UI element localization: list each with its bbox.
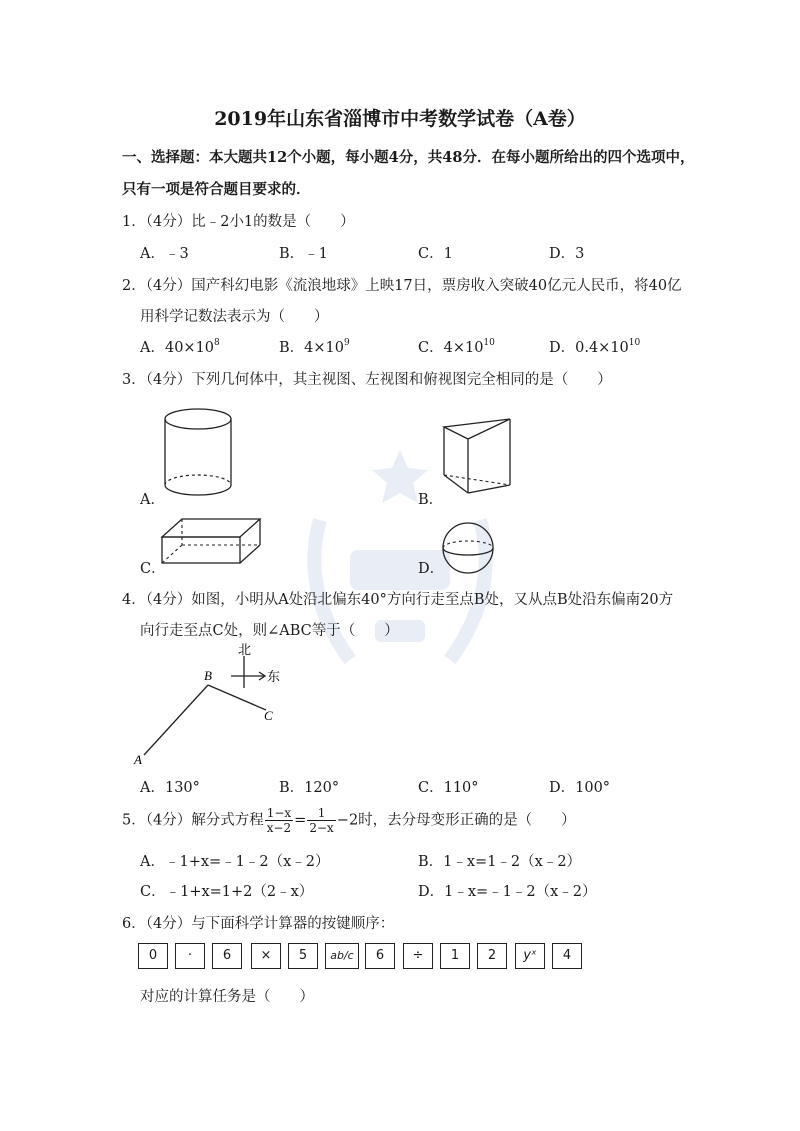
direction-diagram <box>130 640 300 770</box>
q6-followup: 对应的计算任务是（ ） <box>140 989 314 1005</box>
triangular-prism-figure <box>440 405 550 500</box>
q4-option-d: D．100° <box>549 780 611 796</box>
q5-stem: 5．（4分）解分式方程 $\frac{1-x}{x-2}$ = $\frac{1}{2-x}$ −2时，去分母变形正确的是（ ） <box>122 806 576 835</box>
section-heading-line1: 一、选择题：本大题共12个小题，每小题4分，共48分．在每小题所给出的四个选项中， <box>122 149 695 166</box>
q1-option-c: C．1 <box>418 246 453 262</box>
calc-key-dot: · <box>175 943 205 969</box>
cuboid-figure <box>160 515 270 570</box>
q3-label-a: A． <box>140 492 165 508</box>
calc-key-multiply: × <box>251 943 281 969</box>
q5-option-d: D．1﹣x=﹣1﹣2（x﹣2） <box>418 884 597 900</box>
q5-option-a: A．﹣1+x=﹣1﹣2（x﹣2） <box>140 854 330 870</box>
q4-option-b: B．120° <box>279 780 340 796</box>
calc-key-0: 0 <box>138 943 168 969</box>
q4-option-a: A．130° <box>140 780 200 796</box>
calc-key-power: yˣ <box>515 943 545 969</box>
sphere-figure <box>438 518 498 578</box>
q3-label-d: D． <box>418 561 445 577</box>
point-c-label: C <box>264 708 273 723</box>
q2-stem-line1: 2．（4分）国产科幻电影《流浪地球》上映17日，票房收入突破40亿元人民币，将40亿 <box>122 278 682 294</box>
cylinder-figure <box>160 405 240 500</box>
q2-option-a: A．$40\times 10^8$ <box>140 338 220 356</box>
q1-stem: 1．（4分）比﹣2小1的数是（ ） <box>122 214 355 230</box>
q4-stem-line2: 向行走至点C处，则∠ABC等于（ ） <box>140 623 399 639</box>
q5-option-b: B．1﹣x=1﹣2（x﹣2） <box>418 854 582 870</box>
calc-key-2: 2 <box>477 943 507 969</box>
calc-key-4: 4 <box>552 943 582 969</box>
calc-key-6: 6 <box>212 943 242 969</box>
q2-option-d: D．$0.4\times 10^{10}$ <box>549 338 641 356</box>
q1-option-d: D．3 <box>549 246 585 262</box>
q6-stem: 6．（4分）与下面科学计算器的按键顺序： <box>122 916 395 932</box>
q2-stem-line2: 用科学记数法表示为（ ） <box>140 309 329 325</box>
point-a-label: A <box>134 752 142 767</box>
calc-key-6b: 6 <box>365 943 395 969</box>
q5-option-c: C．﹣1+x=1+2（2﹣x） <box>140 884 314 900</box>
east-label: 东 <box>267 669 281 684</box>
north-label: 北 <box>238 642 252 657</box>
q2-option-b: B．$4\times 10^9$ <box>279 338 350 356</box>
q2-option-c: C．$4\times 10^{10}$ <box>418 338 495 356</box>
calc-key-5: 5 <box>288 943 318 969</box>
q3-label-c: C． <box>140 561 166 577</box>
q4-option-c: C．110° <box>418 780 479 796</box>
section-heading-line2: 只有一项是符合题目要求的． <box>122 181 311 198</box>
q3-stem: 3．（4分）下列几何体中，其主视图、左视图和俯视图完全相同的是（ ） <box>122 372 612 388</box>
calc-key-1: 1 <box>440 943 470 969</box>
q1-option-b: B．﹣1 <box>279 246 328 262</box>
calc-key-fraction: ab/c <box>325 943 359 969</box>
q3-label-b: B． <box>418 492 444 508</box>
q5-fraction-1: $\frac{1-x}{x-2}$ <box>266 806 292 835</box>
q5-fraction-2: $\frac{1}{2-x}$ <box>309 806 334 835</box>
point-b-label: B <box>204 668 212 683</box>
q4-stem-line1: 4．（4分）如图，小明从A处沿北偏东40°方向行走至点B处，又从点B处沿东偏南20方 <box>122 592 674 608</box>
calc-key-divide: ÷ <box>403 943 433 969</box>
q1-option-a: A．﹣3 <box>140 246 189 262</box>
exam-title: 2019年山东省淄博市中考数学试卷（A卷） <box>214 108 586 130</box>
